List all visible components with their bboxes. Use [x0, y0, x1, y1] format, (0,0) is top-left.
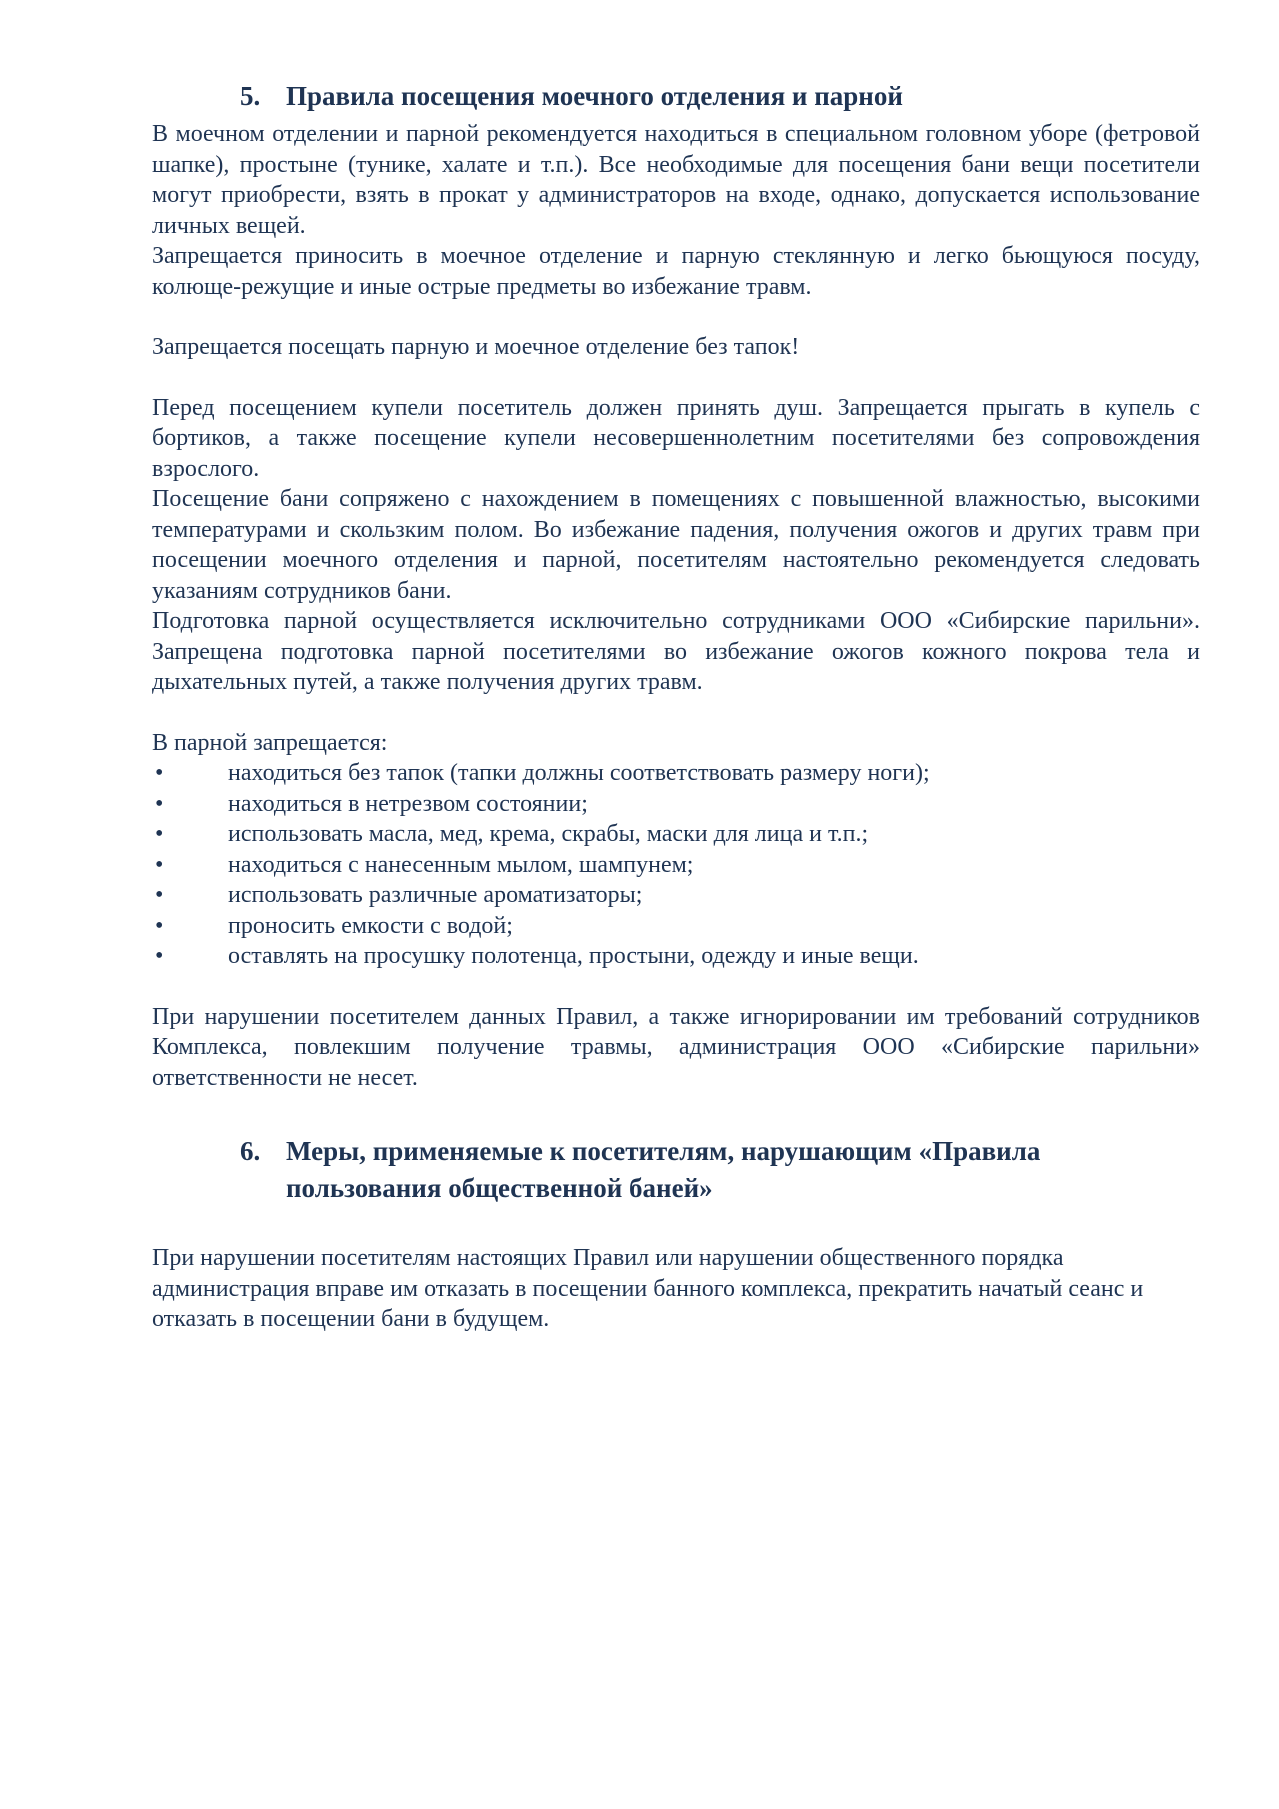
prohibited-list-intro: В парной запрещается: — [152, 729, 388, 756]
bullet-icon: • — [155, 821, 164, 847]
list-item — [152, 758, 1200, 789]
list-item — [152, 850, 1200, 881]
list-item-text: находиться с нанесенным мылом, шампунем; — [228, 851, 694, 878]
section-5-number: 5. — [240, 81, 261, 111]
bullet-icon: • — [155, 943, 164, 969]
blank-line — [152, 302, 1200, 332]
list-item — [152, 819, 1200, 850]
paragraph-steam-room-preparation: Подготовка парной осуществляется исключительно сотрудниками ООО «Сибирские парильни». Запрещена подготовка парной посетителями во избежание ожогов кожного покрова тела и дыхательных путей, а также получения других травм. — [152, 608, 1200, 695]
list-item — [152, 789, 1200, 820]
paragraph-violation-measures: При нарушении посетителям настоящих Правил или нарушении общественного порядка администрация вправе им отказать в посещении банного комплекса, прекратить начатый сеанс и отказать в посещении бани в будущем. — [152, 1245, 1144, 1332]
blank-line — [152, 972, 1200, 1002]
list-item — [152, 880, 1200, 911]
paragraph-liability-disclaimer: При нарушении посетителем данных Правил, а также игнорировании им требований сотрудников Комплекса, повлекшим получение травмы, администрация ООО «Сибирские парильни» ответственности не несет. — [152, 1003, 1200, 1091]
list-item-text: использовать масла, мед, крема, скрабы, маски для лица и т.п.; — [228, 821, 869, 847]
blank-line — [152, 698, 1200, 728]
list-item-text: проносить емкости с водой; — [228, 912, 513, 939]
bullet-icon: • — [155, 882, 164, 908]
paragraph-slippers-required: Запрещается посещать парную и моечное отделение без тапок! — [152, 334, 800, 360]
prohibited-list — [152, 758, 1200, 972]
section-6-heading — [240, 1133, 1200, 1207]
section-5-title: Правила посещения моечного отделения и парной — [286, 81, 903, 111]
list-item — [152, 941, 1200, 972]
bullet-icon: • — [155, 912, 164, 939]
paragraph-plunge-pool-rules: Перед посещением купели посетитель должен принять душ. Запрещается прыгать в купель с бортиков, а также посещение купели несовершеннолетним посетителями без сопровождения взрослого. — [152, 394, 1200, 482]
bullet-icon: • — [155, 851, 164, 878]
list-item — [152, 911, 1200, 942]
bullet-icon: • — [155, 790, 164, 817]
section-6-number: 6. — [240, 1136, 261, 1166]
paragraph-washroom-recommendation: В моечном отделении и парной рекомендуется находиться в специальном головном уборе (фетровой шапке), простыне (тунике, халате и т.п.). Все необходимые для посещения бани вещи посетители могут приобрести, взять в прокат у администраторов на входе, однако, допускается использование личных вещей. — [152, 121, 1200, 239]
paragraph-humidity-warning: Посещение бани сопряжено с нахождением в помещениях с повышенной влажностью, высокими температурами и скользким полом. Во избежание падения, получения ожогов и других травм при посещении моечного отделения и парной, посетителям настоятельно рекомендуется следовать указаниям сотрудников бани. — [152, 486, 1200, 604]
list-item-text: находиться без тапок (тапки должны соответствовать размеру ноги); — [228, 760, 930, 786]
list-item-text: использовать различные ароматизаторы; — [228, 882, 643, 908]
list-item-text: находиться в нетрезвом состоянии; — [228, 790, 588, 817]
paragraph-glassware-prohibition: Запрещается приносить в моечное отделение и парную стеклянную и легко бьющуюся посуду, колюще-режущие и иные острые предметы во избежание травм. — [152, 243, 1200, 300]
blank-line — [152, 363, 1200, 393]
list-item-text: оставлять на просушку полотенца, простыни, одежду и иные вещи. — [228, 943, 919, 969]
section-5-heading — [240, 78, 1200, 115]
section-6-title: Меры, применяемые к посетителям, нарушающим «Правила пользования общественной баней» — [286, 1136, 1041, 1203]
bullet-icon: • — [155, 760, 164, 786]
